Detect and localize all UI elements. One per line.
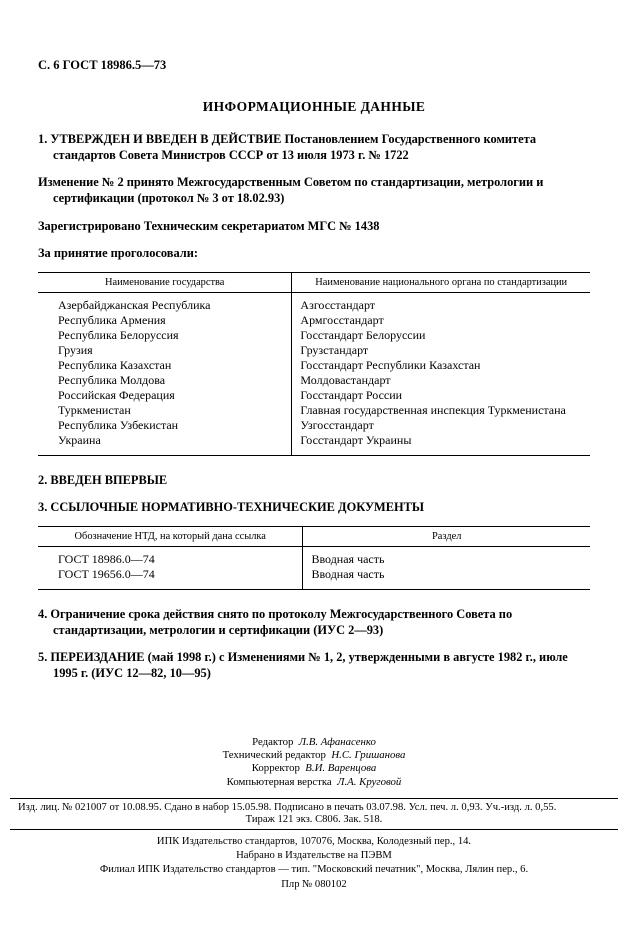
country-cell: Азербайджанская Республика [38, 292, 292, 313]
org-cell: Госстандарт Украины [300, 432, 412, 447]
publisher-line-4: Плр № 080102 [281, 878, 347, 890]
registered-paragraph: Зарегистрировано Техническим секретариатом МГС № 1438 [38, 218, 380, 233]
info-item-2: 2. ВВЕДЕН ВПЕРВЫЕ [38, 472, 168, 487]
credit-line [10, 736, 618, 749]
country-cell: Республика Казахстан [38, 358, 292, 373]
publisher-line-1: ИПК Издательство стандартов, 107076, Москва, Колодезный пер., 14. [156, 835, 472, 847]
publisher-line-3: Филиал ИПК Издательство стандартов — тип. "Московский печатник", Москва, Лялин пер., 6. [99, 864, 529, 876]
table-row [38, 343, 590, 358]
divider-top [10, 798, 618, 799]
states-table [38, 272, 590, 456]
document-title: ИНФОРМАЦИОННЫЕ ДАННЫЕ [202, 99, 426, 114]
table-row [38, 373, 590, 388]
credit-line [10, 762, 618, 775]
info-item-1: 1. УТВЕРЖДЕН И ВВЕДЕН В ДЕЙСТВИЕ Постановлением Государственного комитета стандартов Совета Министров СССР от 13 июля 1973 г. № 1722 [38, 132, 537, 163]
country-cell: Украина [38, 433, 292, 456]
amendment-paragraph: Изменение № 2 принято Межгосударственным Советом по стандартизации, метрологии и сертификации (протокол № 3 от 18.02.93) [38, 175, 544, 206]
table-row [38, 547, 590, 568]
org-cell: Грузстандарт [300, 342, 369, 357]
country-cell: Республика Белоруссия [38, 328, 292, 343]
info-item-5: 5. ПЕРЕИЗДАНИЕ (май 1998 г.) с Изменениями № 1, 2, утвержденными в августе 1982 г., июле 1995 г. (ИУС 12—82, 10—95) [38, 650, 568, 681]
section-cell: Вводная часть [311, 552, 385, 566]
credit-line [10, 749, 618, 762]
org-cell: Армгосстандарт [300, 312, 384, 327]
table-row [38, 567, 590, 590]
publisher-block [10, 835, 618, 892]
page-footer [10, 736, 618, 892]
org-cell: Главная государственная инспекция Туркменистана [300, 402, 566, 417]
ntd-table-header-section: Раздел [303, 527, 590, 547]
table-row [38, 358, 590, 373]
country-cell: Республика Армения [38, 313, 292, 328]
divider-bottom [10, 829, 618, 830]
table-row [38, 418, 590, 433]
credit-line [10, 776, 618, 789]
table-row [38, 403, 590, 418]
ntd-table-header-row [38, 527, 590, 547]
info-item-3: 3. ССЫЛОЧНЫЕ НОРМАТИВНО-ТЕХНИЧЕСКИЕ ДОКУМЕНТЫ [38, 499, 425, 514]
table-row [38, 292, 590, 313]
credit-label: Компьютерная верстка [226, 775, 332, 788]
org-cell: Узгосстандарт [300, 417, 374, 432]
ntd-table-header-designation: Обозначение НТД, на который дана ссылка [38, 527, 303, 547]
credit-label: Технический редактор [222, 749, 326, 762]
table-row [38, 388, 590, 403]
section-cell: Вводная часть [311, 567, 385, 581]
imprint-line-1: Изд. лиц. № 021007 от 10.08.95. Сдано в набор 15.05.98. Подписано в печать 03.07.98. Усл. печ. л. 0,93. Уч.-изд. л. 0,55. [18, 801, 557, 813]
org-cell: Азгосстандарт [300, 297, 376, 312]
ntd-cell: ГОСТ 18986.0—74 [38, 547, 303, 568]
credit-name: В.И. Варенцова [305, 762, 377, 775]
credit-name: Н.С. Гришанова [331, 749, 406, 762]
publisher-line-2: Набрано в Издательстве на ПЭВМ [236, 849, 392, 861]
country-cell: Грузия [38, 343, 292, 358]
states-table-header-org: Наименование национального органа по стандартизации [292, 272, 590, 292]
table-row [38, 328, 590, 343]
voted-paragraph: За принятие проголосовали: [38, 245, 198, 260]
country-cell: Республика Молдова [38, 373, 292, 388]
credit-name: Л.А. Круговой [337, 775, 402, 788]
table-row [38, 313, 590, 328]
credit-label: Редактор [252, 736, 294, 748]
table-row [38, 433, 590, 456]
imprint-line-2: Тираж 121 экз. С806. Зак. 518. [245, 813, 383, 825]
credit-label: Корректор [251, 762, 300, 775]
credits-block [10, 736, 618, 789]
ntd-cell: ГОСТ 19656.0—74 [38, 567, 303, 590]
credit-name: Л.В. Афанасенко [298, 736, 376, 748]
country-cell: Республика Узбекистан [38, 418, 292, 433]
ntd-table [38, 526, 590, 590]
org-cell: Госстандарт России [300, 387, 403, 402]
country-cell: Туркменистан [38, 403, 292, 418]
info-item-4: 4. Ограничение срока действия снято по протоколу Межгосударственного Совета по стандартизации, метрологии и сертификации (ИУС 2—93) [38, 607, 513, 638]
org-cell: Госстандарт Республики Казахстан [300, 357, 481, 372]
org-cell: Госстандарт Белоруссии [300, 327, 426, 342]
states-table-header-country: Наименование государства [38, 272, 292, 292]
country-cell: Российская Федерация [38, 388, 292, 403]
page-header: С. 6 ГОСТ 18986.5—73 [38, 58, 167, 72]
states-table-header-row [38, 272, 590, 292]
org-cell: Молдовастандарт [300, 372, 391, 387]
